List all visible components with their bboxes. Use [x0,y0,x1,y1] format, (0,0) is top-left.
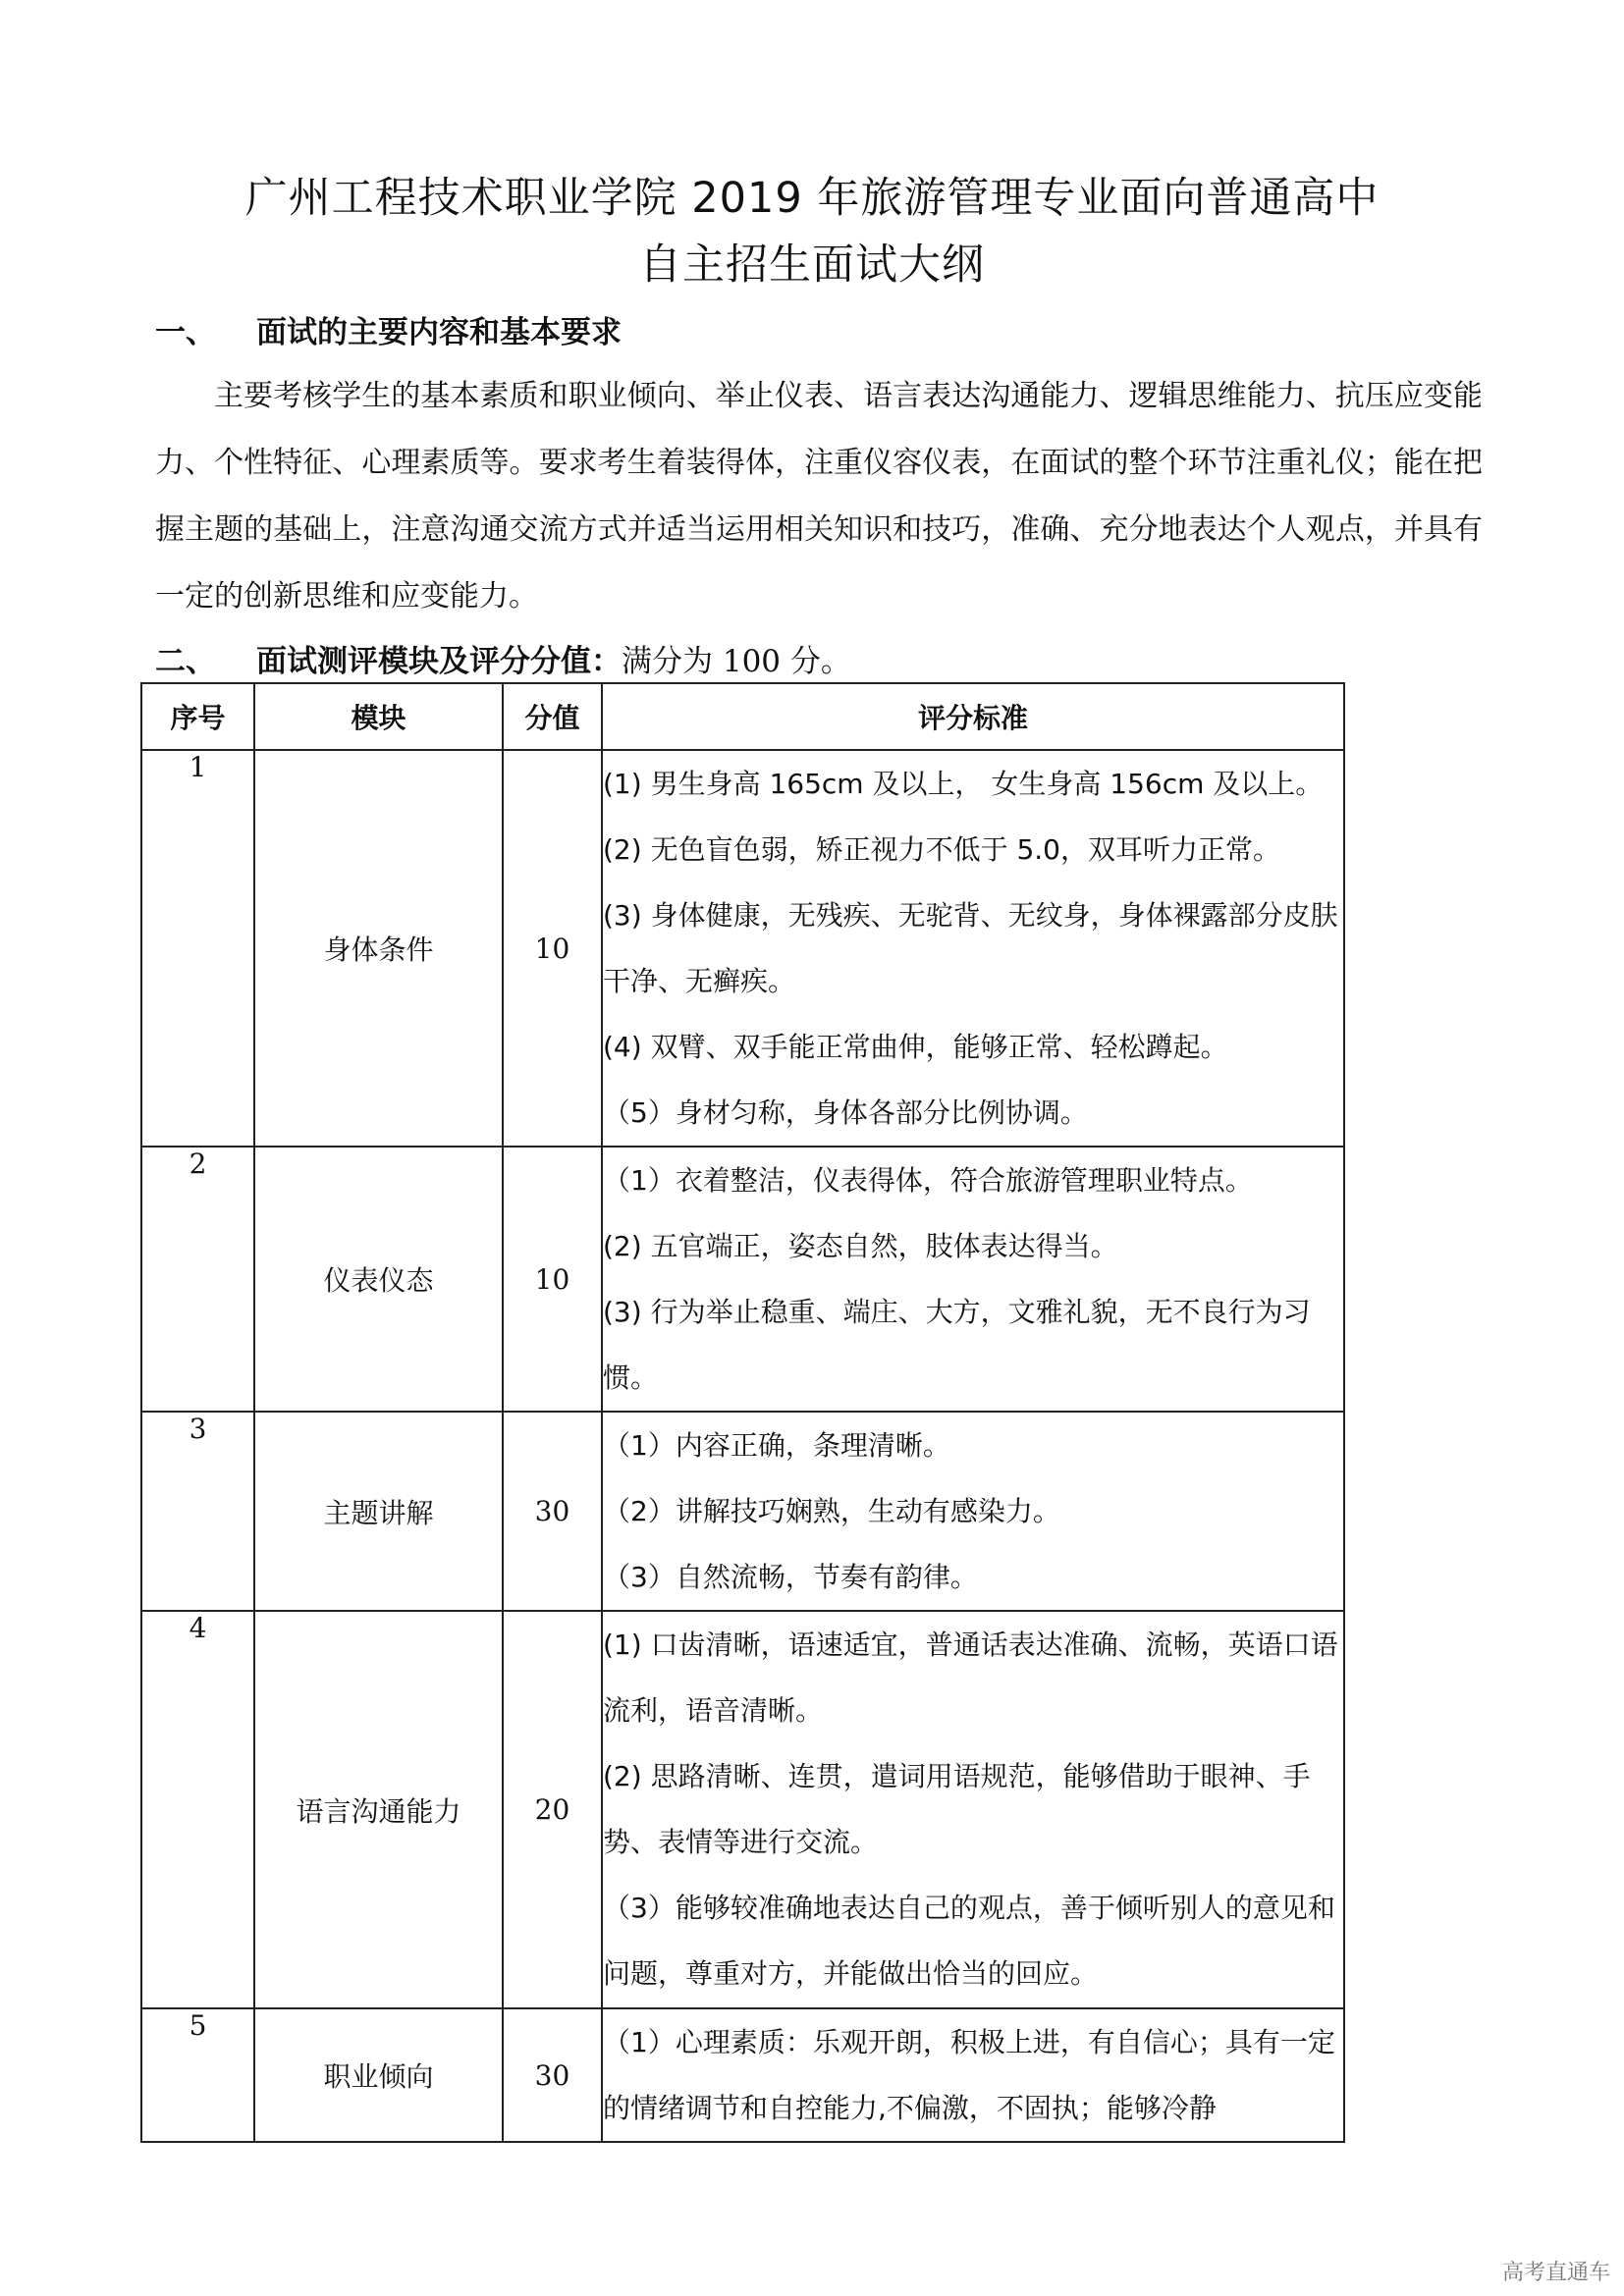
row-score: 10 [503,1147,602,1412]
criteria-item: (2) 思路清晰、连贯，遣词用语规范，能够借助于眼神、手势、表情等进行交流。 [603,1760,1311,1858]
row-module: 职业倾向 [254,2008,503,2142]
section1-heading [155,307,622,351]
row-seq: 2 [141,1147,254,1412]
row-module: 身体条件 [254,750,503,1147]
table-header-row [141,683,1344,750]
row-score: 10 [503,750,602,1147]
row-seq: 1 [141,750,254,1147]
header-module: 模块 [254,683,503,750]
row-score: 20 [503,1611,602,2008]
watermark-text: 高考直通车 [1501,2261,1610,2285]
table-row [141,1412,1344,1611]
row-criteria [602,1412,1344,1611]
section2-heading [155,636,851,680]
criteria-item: (2) 无色盲色弱，矫正视力不低于 5.0，双耳听力正常。 [603,833,1280,866]
criteria-item: （1）内容正确，条理清晰。 [603,1429,950,1462]
criteria-item: （1）衣着整洁，仪表得体，符合旅游管理职业特点。 [603,1164,1253,1197]
scoring-table [140,682,1345,2143]
section1-number: 一、 [155,315,216,350]
section1-body: 主要考核学生的基本素质和职业倾向、举止仪表、语言表达沟通能力、逻辑思维能力、抗压应变能力、个性特征、心理素质等。要求考生着装得体，注重仪容仪表，在面试的整个环节注重礼仪；能在把握主题的基础上，注意沟通交流方式并适当运用相关知识和技巧，准确、充分地表达个人观点，并具有一定的创新思维和应变能力。 [155,379,1483,614]
row-module: 语言沟通能力 [254,1611,503,2008]
header-score: 分值 [503,683,602,750]
criteria-item: （3）能够较准确地表达自己的观点，善于倾听别人的意见和问题，尊重对方，并能做出恰当的回应。 [603,1892,1335,1990]
criteria-item: (4) 双臂、双手能正常曲伸，能够正常、轻松蹲起。 [603,1031,1228,1063]
document-title-line2: 自主招生面试大纲 [639,240,985,290]
criteria-item: (1) 口齿清晰，语速适宜，普通话表达准确、流畅，英语口语流利，语音清晰。 [603,1629,1338,1727]
section2-number: 二、 [155,644,216,679]
row-score: 30 [503,1412,602,1611]
section2-total-score: 满分为 100 分。 [622,644,851,679]
table-row [141,1147,1344,1412]
row-seq: 3 [141,1412,254,1611]
row-seq: 4 [141,1611,254,2008]
section2-title: 面试测评模块及评分分值： [256,644,622,679]
row-seq: 5 [141,2008,254,2142]
row-score: 30 [503,2008,602,2142]
row-module: 仪表仪态 [254,1147,503,1412]
criteria-item: (1) 男生身高 165cm 及以上， 女生身高 156cm 及以上。 [603,768,1324,800]
section1-title: 面试的主要内容和基本要求 [256,315,622,350]
criteria-item: （2）讲解技巧娴熟，生动有感染力。 [603,1495,1060,1527]
document-title-line1: 广州工程技术职业学院 2019 年旅游管理专业面向普通高中 [244,174,1380,223]
table-row [141,750,1344,1147]
row-criteria [602,750,1344,1147]
criteria-item: (3) 身体健康，无残疾、无驼背、无纹身，身体裸露部分皮肤干净、无癣疾。 [603,899,1338,997]
criteria-item: （1）心理素质：乐观开朗，积极上进，有自信心；具有一定的情绪调节和自控能力,不偏激，不固执；能够冷静 [603,2026,1335,2124]
table-row [141,2008,1344,2142]
criteria-item: (3) 行为举止稳重、端庄、大方，文雅礼貌，无不良行为习惯。 [603,1296,1311,1394]
header-criteria: 评分标准 [602,683,1344,750]
criteria-item: （5）身材匀称，身体各部分比例协调。 [603,1096,1088,1129]
row-criteria [602,1611,1344,2008]
table-row [141,1611,1344,2008]
row-criteria [602,2008,1344,2142]
header-seq: 序号 [141,683,254,750]
criteria-item: (2) 五官端正，姿态自然，肢体表达得当。 [603,1230,1118,1262]
row-criteria [602,1147,1344,1412]
criteria-item: （3）自然流畅，节奏有韵律。 [603,1561,978,1593]
row-module: 主题讲解 [254,1412,503,1611]
